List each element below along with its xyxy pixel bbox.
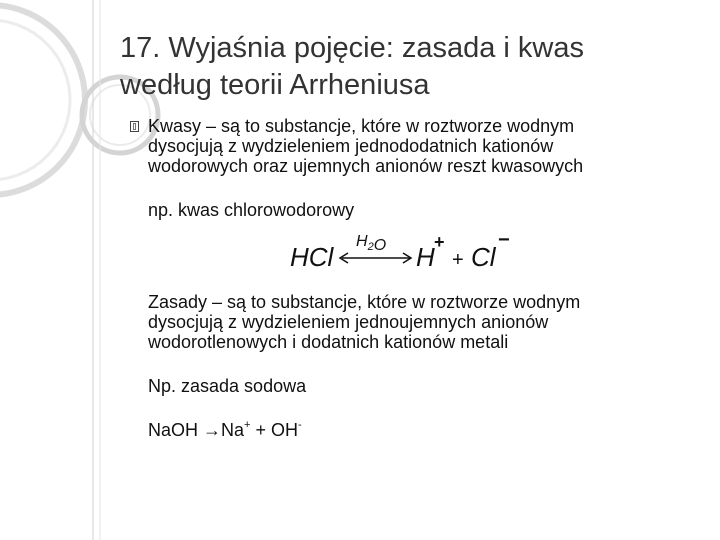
base-eq-right: + OH [250, 420, 298, 440]
slide-title [120, 30, 700, 104]
acid-equation-graphic [282, 228, 522, 274]
eq-reactant: HCl [290, 242, 334, 272]
base-example: Np. zasada sodowa [148, 376, 307, 396]
bullet-box-icon [130, 121, 139, 132]
base-eq-charge-1: + [244, 419, 251, 431]
eq-product-1: H [416, 242, 435, 272]
decor-ring-large [0, 5, 85, 195]
base-eq-left: NaOH →Na [148, 420, 245, 440]
acid-definition-line-2: dysocjują z wydzieleniem jednododatnich kationów [148, 136, 554, 156]
acid-definition [130, 116, 700, 176]
decor-ring-inner [0, 20, 70, 180]
acid-definition-line-1: Kwasy – są to substancje, które w roztworze wodnym [148, 116, 575, 136]
base-definition [130, 292, 700, 352]
eq-condition: $H_2O$ [356, 233, 387, 254]
eq-product-2: Cl [471, 242, 496, 272]
acid-equation [130, 228, 700, 274]
acid-example: np. kwas chlorowodorowy [148, 200, 355, 220]
acid-definition-line-3: wodorowych oraz ujemnych anionów reszt kwasowych [148, 156, 584, 176]
slide-body [130, 116, 700, 440]
title-line-1: 17. Wyjaśnia pojęcie: zasada i kwas [120, 32, 584, 64]
base-definition-line-1: Zasady – są to substancje, które w roztworze wodnym [148, 292, 581, 312]
eq-plus: + [452, 249, 464, 271]
base-definition-line-2: dysocjują z wydzieleniem jednoujemnych anionów [148, 312, 549, 332]
base-definition-line-3: wodorotlenowych i dodatnich kationów metali [148, 332, 509, 352]
eq-charge-1: + [434, 232, 445, 252]
eq-charge-2: − [498, 229, 510, 251]
title-line-2: według teorii Arrheniusa [120, 69, 430, 101]
base-equation [130, 420, 700, 440]
base-eq-charge-2: - [297, 419, 302, 431]
